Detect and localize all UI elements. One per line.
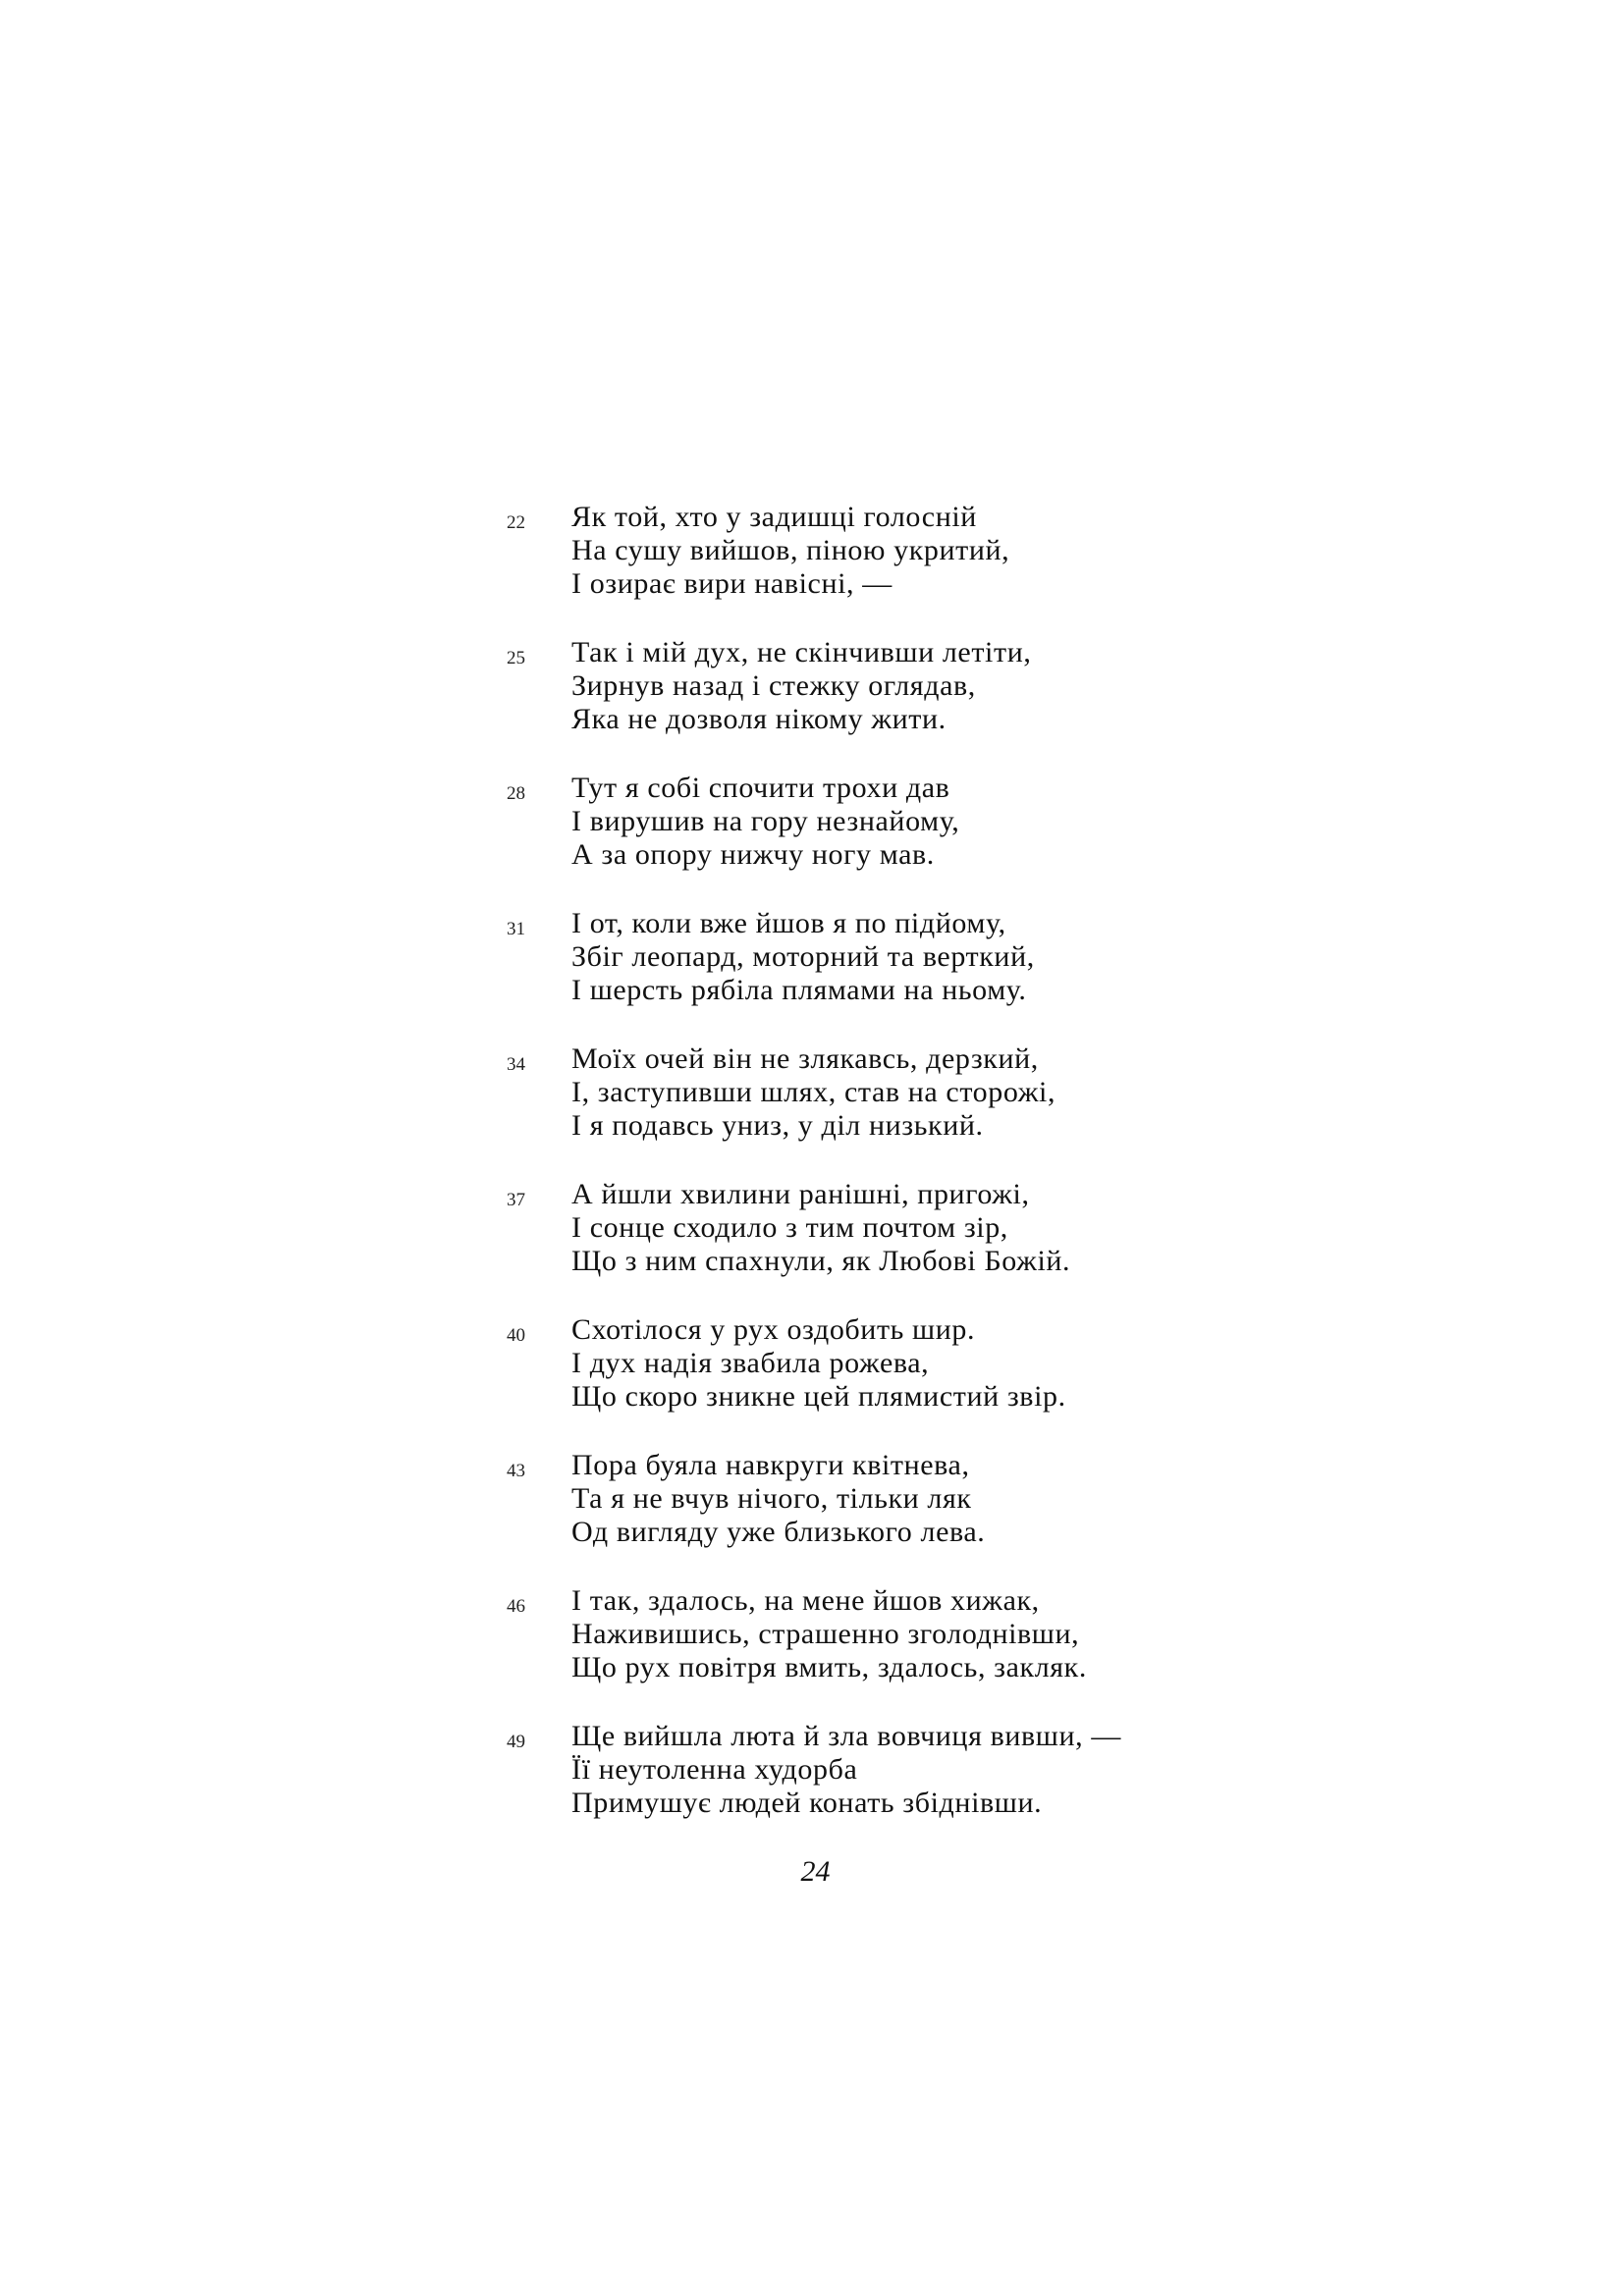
verse-line: І вирушив на гору незнайому, (571, 805, 960, 837)
line-number: 43 (507, 1461, 525, 1481)
verse-line: І шерсть рябіла плямами на ньому. (571, 974, 1027, 1006)
verse-line: Так і мій дух, не скінчивши летіти, (571, 636, 1032, 668)
line-number: 49 (507, 1732, 525, 1752)
verse-line: Примушує людей конать збіднівши. (571, 1787, 1043, 1819)
verse-line: На сушу вийшов, піною укритий, (571, 534, 1010, 566)
stanza (507, 907, 1253, 1042)
stanza-lines (571, 1584, 1087, 1684)
verse-line: І от, коли вже йшов я по підйому, (571, 907, 1006, 939)
line-number: 31 (507, 919, 525, 939)
verse-line: І дух надія звабила рожева, (571, 1347, 930, 1379)
verse-line: Що скоро зникне цей плямистий звір. (571, 1380, 1066, 1413)
verse-line: А за опору нижчу ногу мав. (571, 838, 935, 871)
stanza (507, 1178, 1253, 1313)
stanza-lines (571, 1720, 1121, 1820)
verse-line: Зирнув назад і стежку оглядав, (571, 669, 976, 702)
verse-line: І, заступивши шлях, став на сторожі, (571, 1076, 1056, 1108)
verse-line: Її неутоленна худорба (571, 1753, 858, 1786)
line-number: 34 (507, 1054, 525, 1075)
line-number: 46 (507, 1596, 525, 1617)
verse-line: Яка не дозволя нікому жити. (571, 703, 947, 735)
stanza (507, 1720, 1253, 1855)
verse-line: Пора буяла навкруги квітнева, (571, 1449, 970, 1481)
line-number: 40 (507, 1325, 525, 1346)
stanza (507, 1313, 1253, 1449)
stanza-lines (571, 1449, 985, 1549)
poem (507, 501, 1253, 1855)
verse-line: Як той, хто у задишці голосній (571, 501, 977, 533)
stanza-lines (571, 1178, 1070, 1278)
stanza (507, 1042, 1253, 1178)
line-number: 28 (507, 783, 525, 804)
line-number: 22 (507, 512, 525, 533)
stanza-lines (571, 501, 1009, 601)
verse-line: І так, здалось, на мене йшов хижак, (571, 1584, 1040, 1617)
verse-line: І я подавсь униз, у діл низький. (571, 1109, 984, 1142)
page-number (0, 1855, 1623, 1889)
line-number: 25 (507, 648, 525, 668)
verse-line: Що рух повітря вмить, здалось, закляк. (571, 1651, 1087, 1683)
stanza (507, 1584, 1253, 1720)
verse-line: А йшли хвилини ранішні, пригожі, (571, 1178, 1030, 1210)
verse-line: І озирає вири навісні, — (571, 567, 893, 600)
verse-line: Що з ним спахнули, як Любові Божій. (571, 1245, 1071, 1277)
stanza-lines (571, 636, 1031, 736)
verse-line: Збіг леопард, моторний та верткий, (571, 940, 1035, 973)
stanza (507, 772, 1253, 907)
stanza (507, 501, 1253, 636)
stanza-lines (571, 907, 1035, 1007)
verse-line: Наживишись, страшенно зголоднівши, (571, 1618, 1080, 1650)
verse-line: Од вигляду уже близького лева. (571, 1516, 986, 1548)
page-number-text: 24 (800, 1855, 831, 1888)
verse-line: Та я не вчув нічого, тільки ляк (571, 1482, 972, 1515)
verse-line: Моїх очей він не злякавсь, дерзкий, (571, 1042, 1039, 1075)
line-number: 37 (507, 1190, 525, 1210)
verse-line: Ще вийшла люта й зла вовчиця вивши, — (571, 1720, 1121, 1752)
stanza-lines (571, 772, 959, 872)
verse-line: Схотілося у рух оздобить шир. (571, 1313, 976, 1346)
stanza (507, 636, 1253, 772)
stanza-lines (571, 1313, 1066, 1414)
stanza (507, 1449, 1253, 1584)
stanza-lines (571, 1042, 1055, 1143)
verse-line: Тут я собі спочити трохи дав (571, 772, 950, 804)
verse-line: І сонце сходило з тим почтом зір, (571, 1211, 1008, 1244)
